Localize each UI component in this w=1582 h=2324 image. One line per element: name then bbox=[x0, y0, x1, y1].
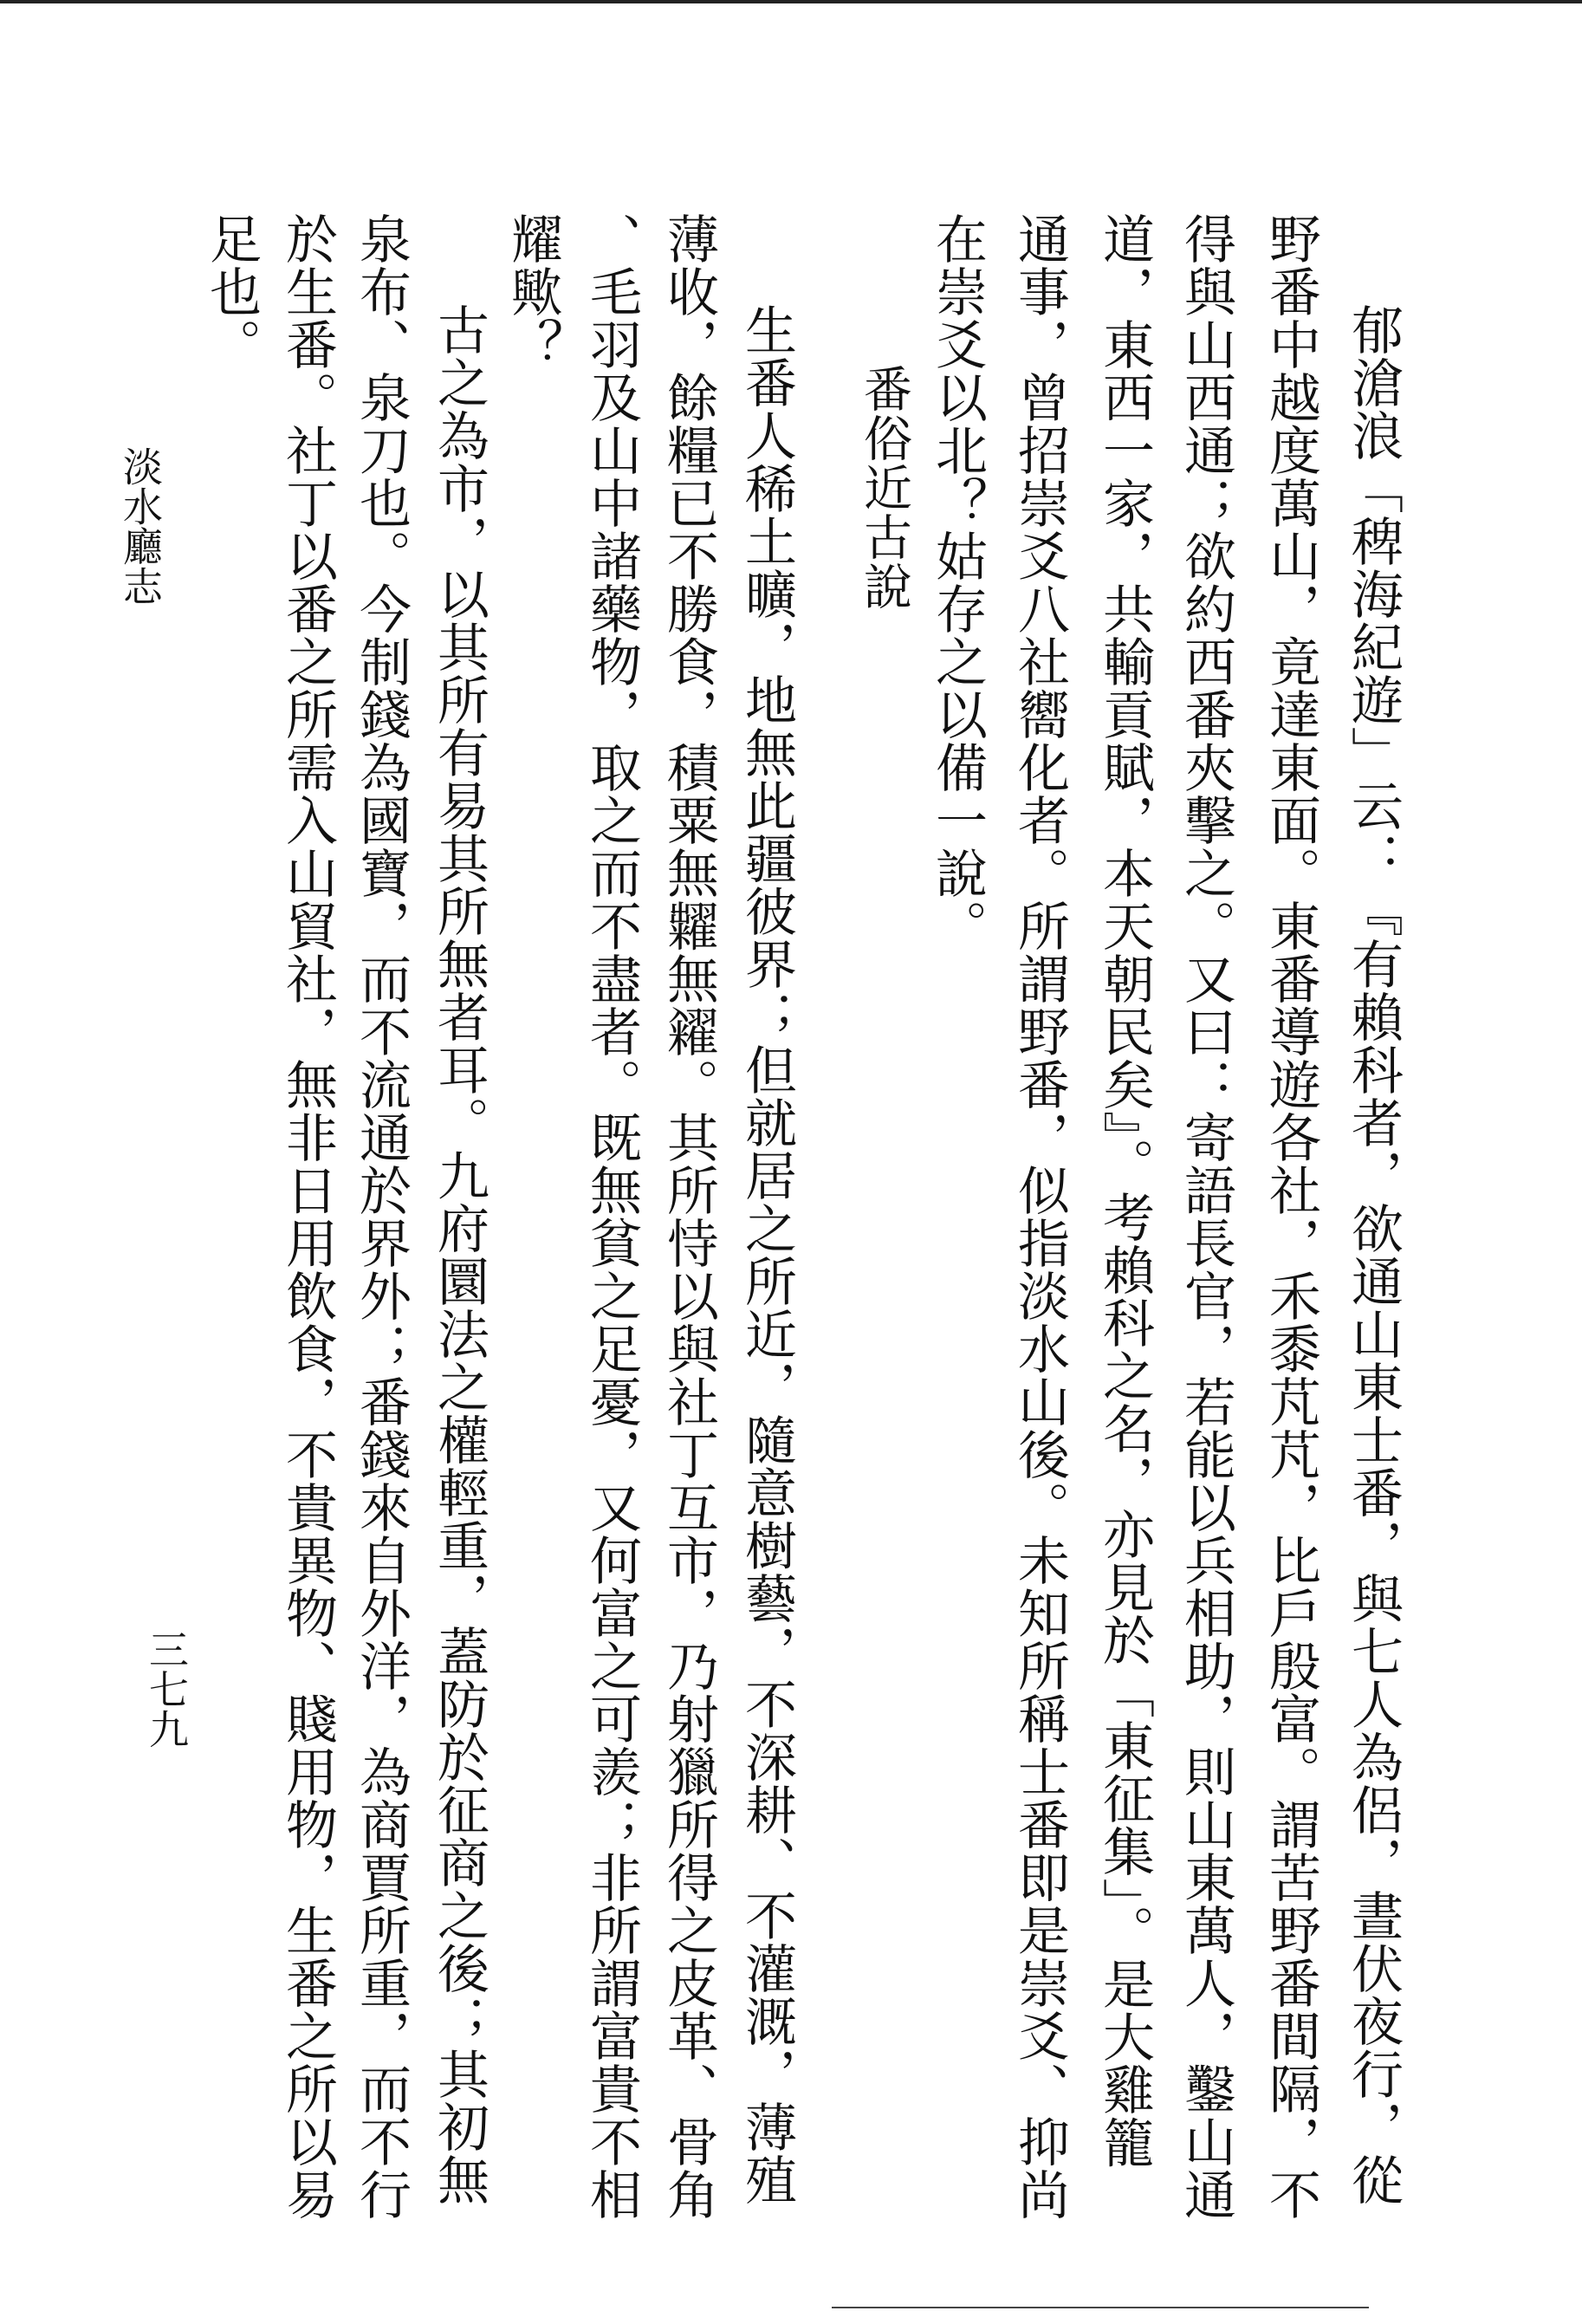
paragraph-1-column-5: 通事，曾招崇爻八社嚮化者。所謂野番，似指淡水山後。未知所稱士番即是崇爻、抑尚 bbox=[1009, 212, 1070, 2221]
top-border-line bbox=[0, 0, 1582, 3]
paragraph-3-column-1: 古之為市，以其所有易其所無者耳。九府圜法之權輕重，蓋防於征商之後；其初無 bbox=[429, 303, 490, 2206]
paragraph-3-column-4: 足也。 bbox=[201, 212, 262, 371]
paragraph-2-column-4: 耀歟？ bbox=[502, 212, 563, 371]
paragraph-3-column-3: 於生番。社丁以番之所需入山貿社，無非日用飲食，不貴異物、賤用物，生番之所以易 bbox=[277, 212, 338, 2221]
paragraph-1-column-6-visible: 在崇爻以北？姑存之以備一說。 bbox=[927, 212, 988, 952]
paragraph-3-column-2: 泉布、泉刀也。今制錢為國寶，而不流通於界外；番錢來自外洋，為商賈所重，而不行 bbox=[351, 212, 412, 2221]
bottom-border-line bbox=[832, 2307, 1369, 2308]
paragraph-1-column-2: 野番中越度萬山，竟達東面。東番導遊各社，禾黍芃芃，比戶殷富。謂苦野番間隔，不 bbox=[1261, 212, 1321, 2221]
page-number: 三七九 bbox=[143, 1629, 190, 1749]
running-title: 淡水廳志 bbox=[117, 446, 164, 606]
paragraph-2-column-3: 、毛羽及山中諸藥物，取之而不盡者。既無貧之足憂，又何富之可羨；非所謂富貴不相 bbox=[581, 212, 642, 2221]
paragraph-1-column-1: 郁滄浪「稗海紀遊」云：『有賴科者，欲通山東士番，與七人為侶，晝伏夜行，從 bbox=[1343, 303, 1404, 2206]
section-title: 番俗近古說 bbox=[856, 364, 912, 611]
paragraph-1-column-3: 得與山西通；欲約西番夾擊之。又曰：寄語長官，若能以兵相助，則山東萬人，鑿山通 bbox=[1176, 212, 1236, 2221]
paragraph-1-column-4: 道，東西一家，共輸貢賦，本天朝民矣』。考賴科之名，亦見於「東征集」。是大雞籠 bbox=[1094, 212, 1155, 2169]
paragraph-2-column-2: 薄收，餘糧已不勝食，積粟無糶無糴。其所恃以與社丁互市，乃射獵所得之皮革、骨角 bbox=[658, 212, 719, 2221]
paragraph-2-column-1: 生番人稀土曠，地無此疆彼界；但就居之所近，隨意樹藝，不深耕、不灌溉，薄殖 bbox=[736, 303, 797, 2206]
